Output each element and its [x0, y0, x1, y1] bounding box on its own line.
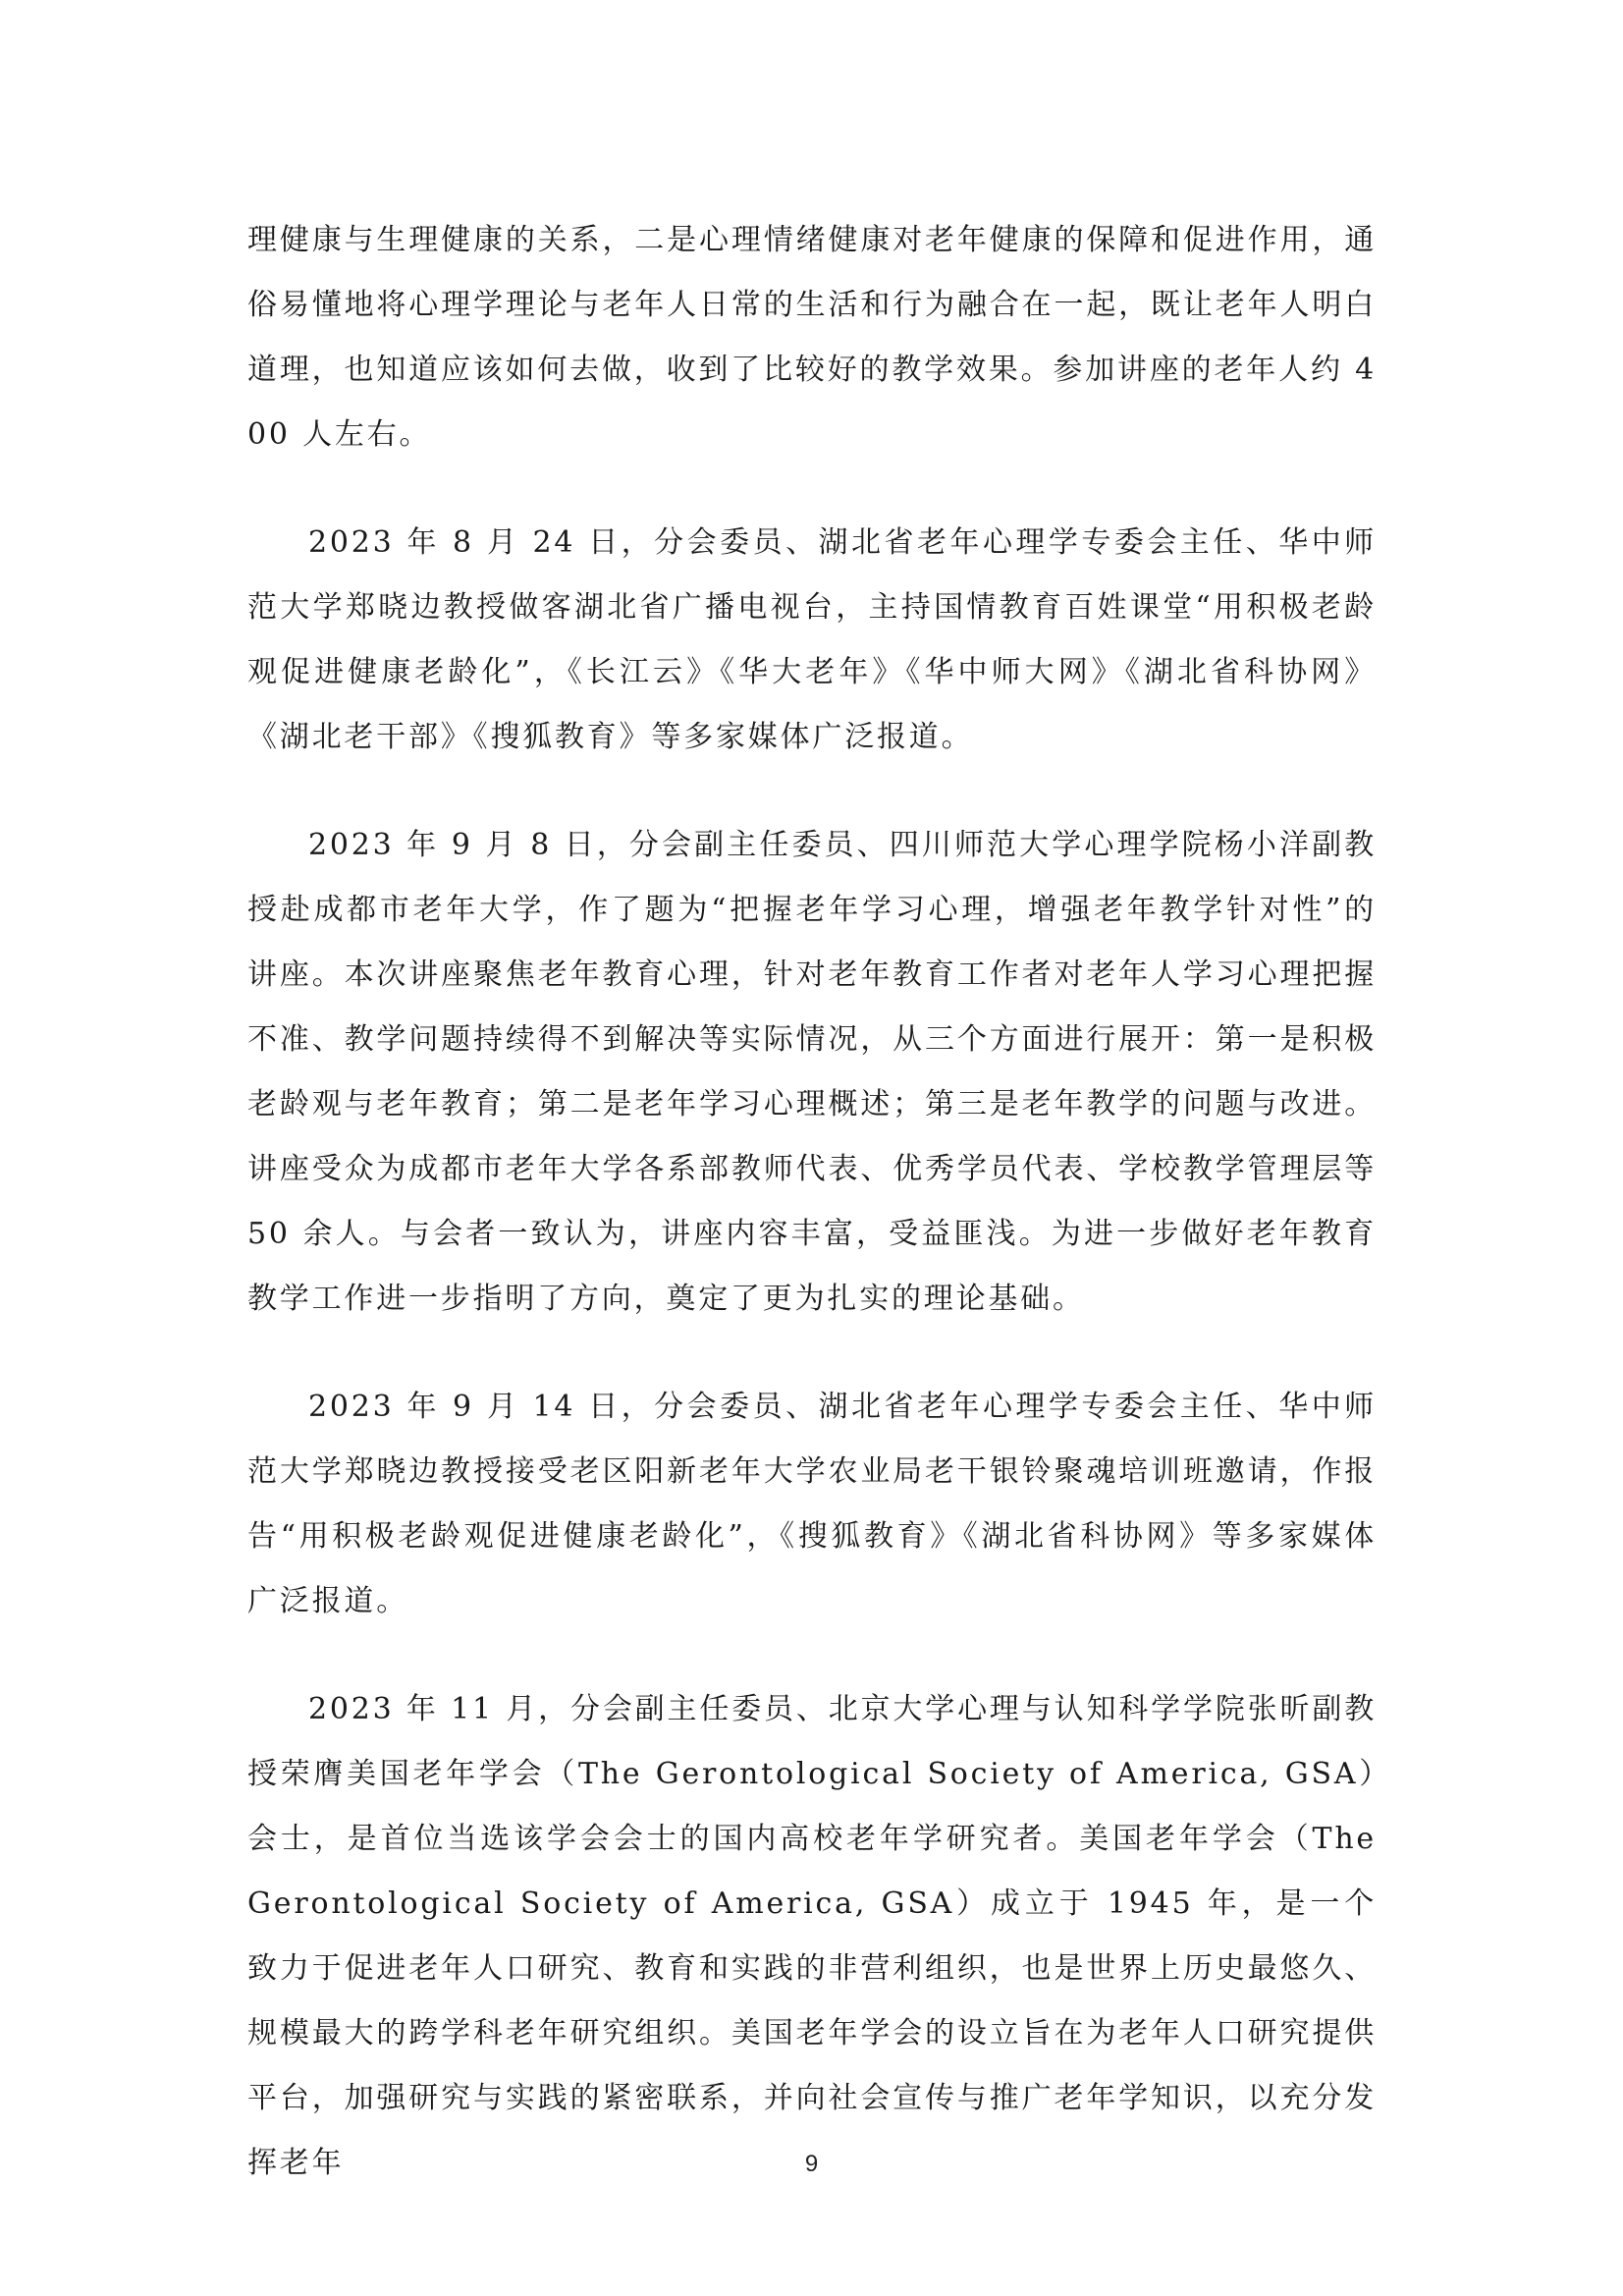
document-body [247, 208, 1377, 2239]
paragraph-2023-09-08: 2023 年 9 月 8 日，分会副主任委员、四川师范大学心理学院杨小洋副教授赴成都市老年大学，作了题为“把握老年学习心理，增强老年教学针对性”的讲座。本次讲座聚焦老年教育心理，针对老年教育工作者对老年人学习心理把握不准、教学问题持续得不到解决等实际情况，从三个方面进行展开：第一是积极老龄观与老年教育；第二是老年学习心理概述；第三是老年教学的问题与改进。讲座受众为成都市老年大学各系部教师代表、优秀学员代表、学校教学管理层等 50 余人。与会者一致认为，讲座内容丰富，受益匪浅。为进一步做好老年教育教学工作进一步指明了方向，奠定了更为扎实的理论基础。 [247, 828, 1377, 1316]
page-number: 9 [804, 2151, 819, 2177]
paragraph-2023-11: 2023 年 11 月，分会副主任委员、北京大学心理与认知科学学院张昕副教授荣膺美国老年学会（The Gerontological Society of America, GSA）会士，是首位当选该学会会士的国内高校老年学研究者。美国老年学会（The Gerontological Society of America, GSA）成立于 1945 年，是一个致力于促进老年人口研究、教育和实践的非营利组织，也是世界上历史最悠久、规模最大的跨学科老年研究组织。美国老年学会的设立旨在为老年人口研究提供平台，加强研究与实践的紧密联系，并向社会宣传与推广老年学知识，以充分发挥老年 [247, 1692, 1377, 2180]
paragraph-continuation: 理健康与生理健康的关系，二是心理情绪健康对老年健康的保障和促进作用，通俗易懂地将心理学理论与老年人日常的生活和行为融合在一起，既让老年人明白道理，也知道应该如何去做，收到了比较好的教学效果。参加讲座的老年人约 400 人左右。 [247, 223, 1377, 452]
paragraph-2023-09-14: 2023 年 9 月 14 日，分会委员、湖北省老年心理学专委会主任、华中师范大学郑晓边教授接受老区阳新老年大学农业局老干银铃聚魂培训班邀请，作报告“用积极老龄观促进健康老龄化”，《搜狐教育》《湖北省科协网》等多家媒体广泛报道。 [247, 1390, 1377, 1618]
paragraph-2023-08-24: 2023 年 8 月 24 日，分会委员、湖北省老年心理学专委会主任、华中师范大学郑晓边教授做客湖北省广播电视台，主持国情教育百姓课堂“用积极老龄观促进健康老龄化”，《长江云》《华大老年》《华中师大网》《湖北省科协网》《湖北老干部》《搜狐教育》等多家媒体广泛报道。 [247, 525, 1377, 754]
